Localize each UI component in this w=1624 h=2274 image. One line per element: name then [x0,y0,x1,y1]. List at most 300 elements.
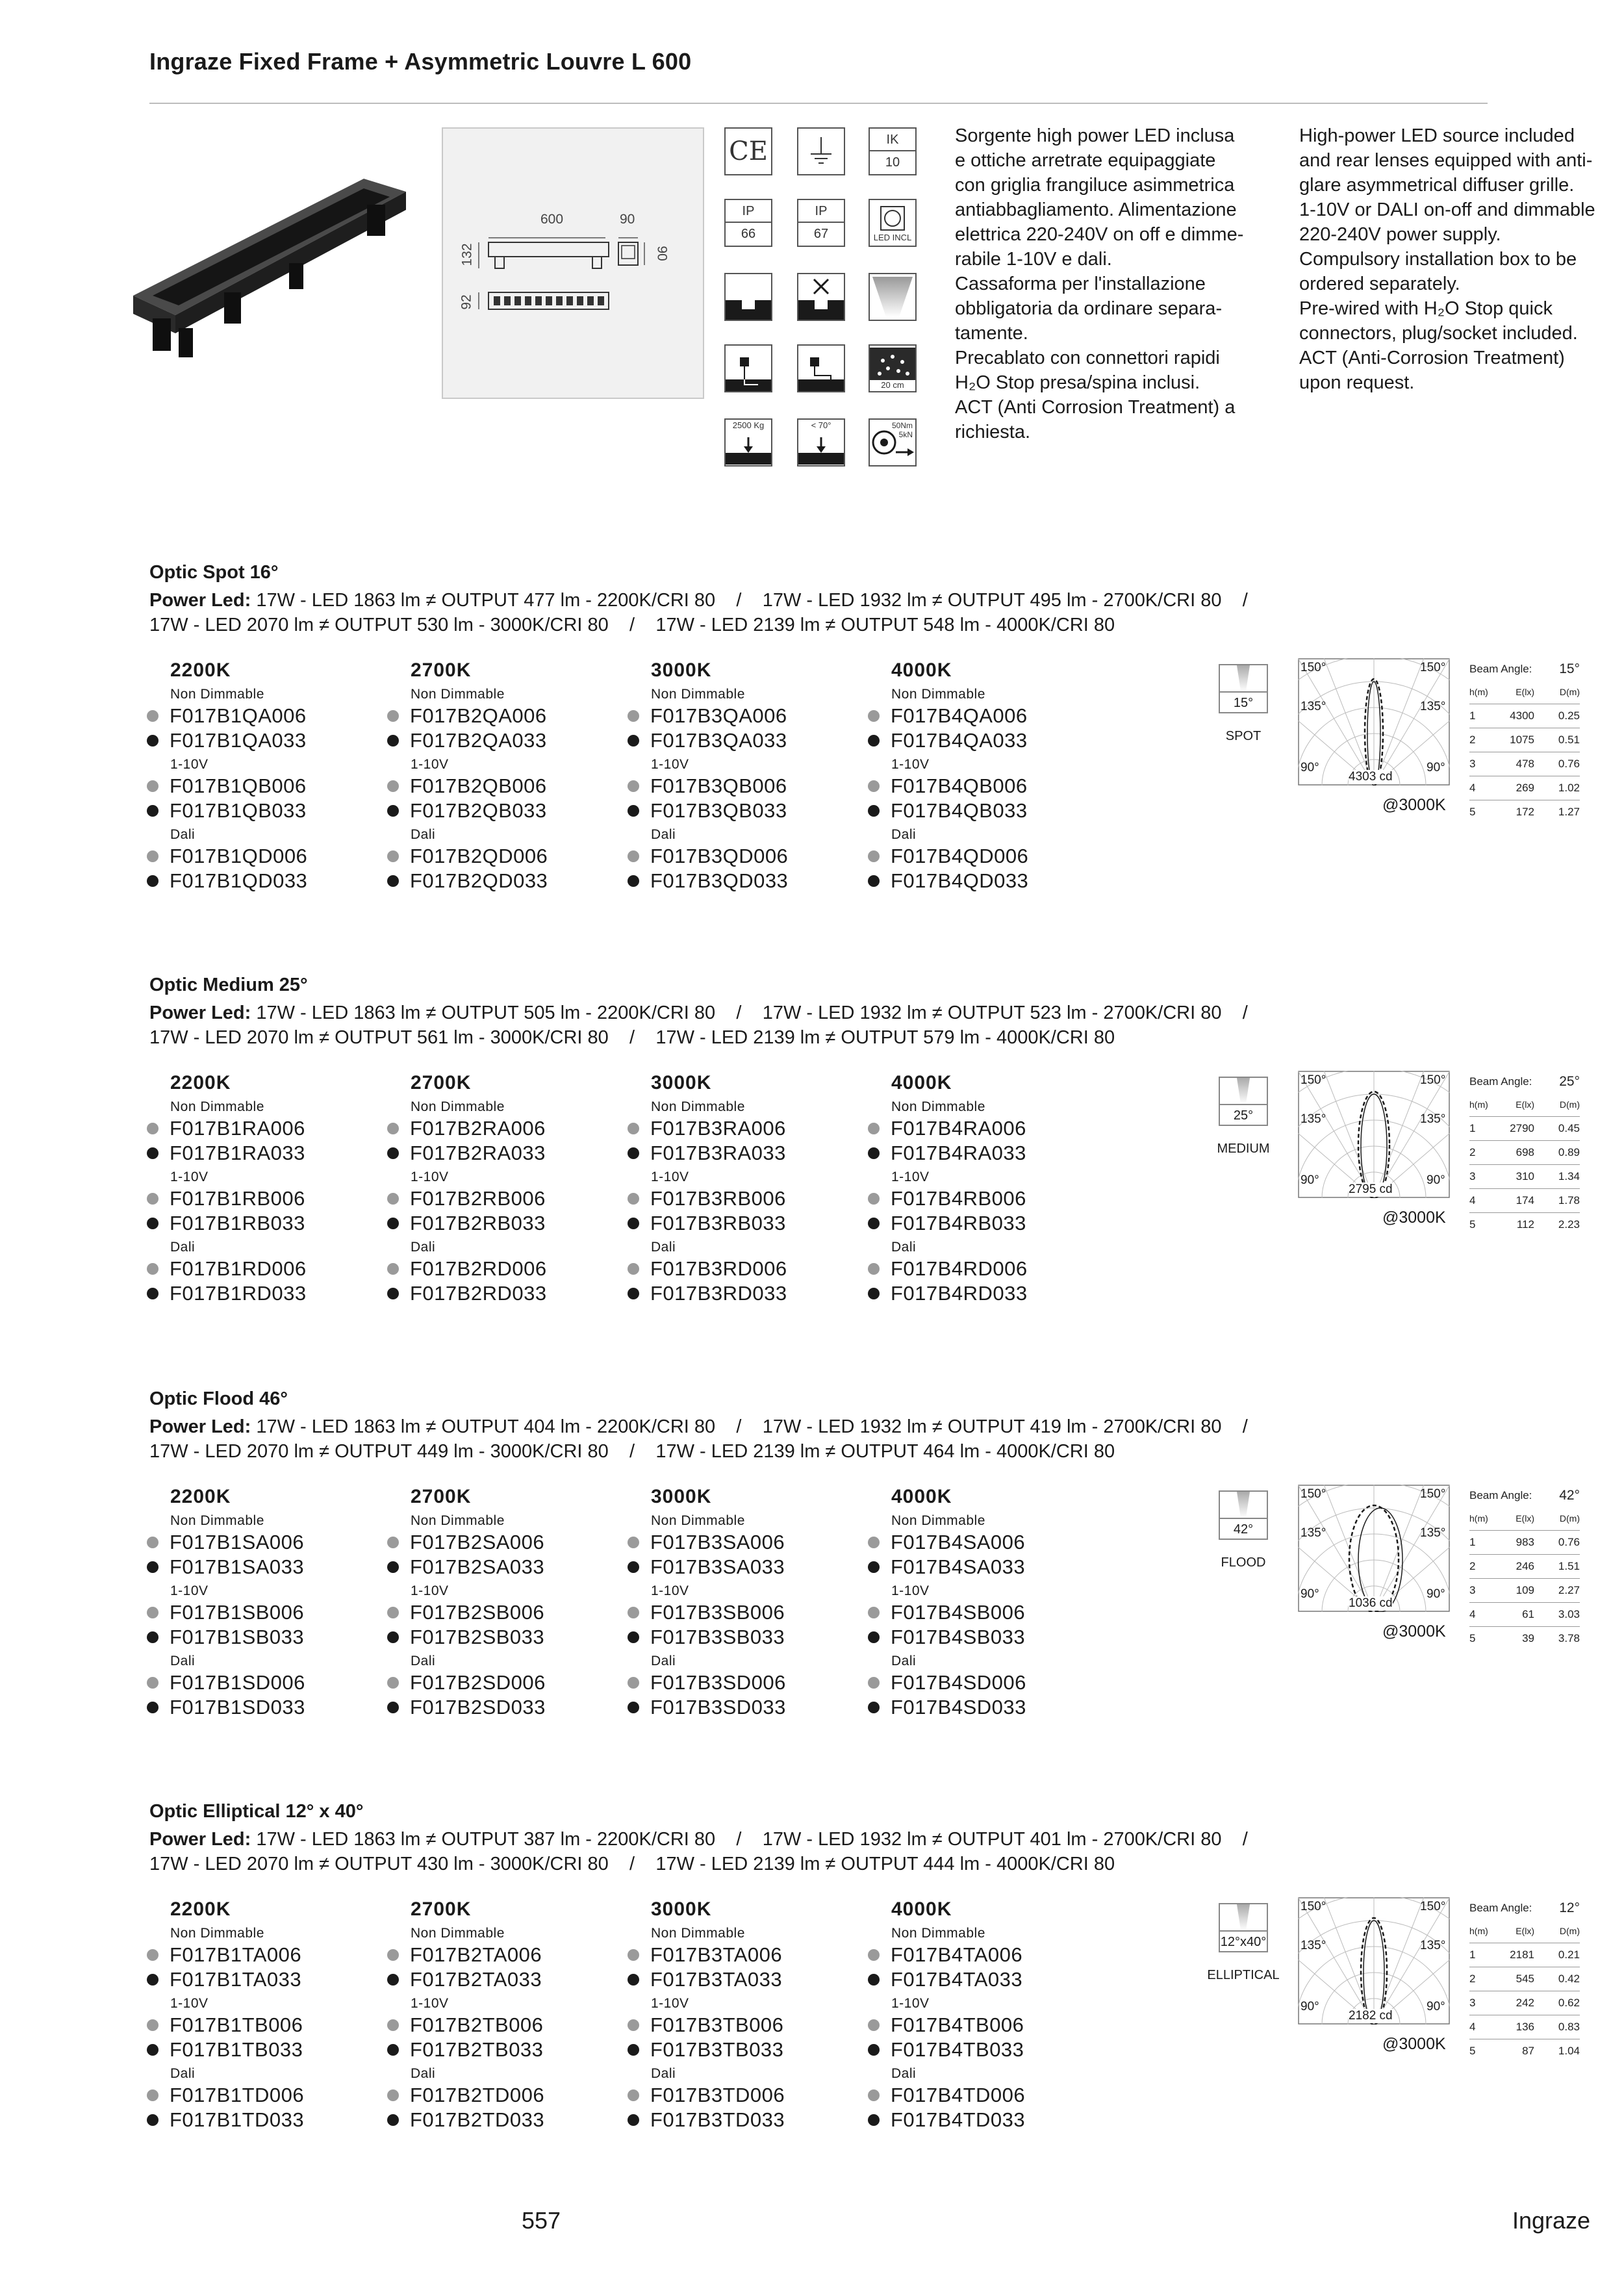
diameter-cell: 0.62 [1558,1997,1580,2009]
beam-table-title [1469,1071,1580,1093]
illuminance-cell: 246 [1516,1560,1534,1572]
beam-table [1469,1071,1580,1236]
dimming-label: Non Dimmable [651,1099,745,1114]
height-cell: 1 [1469,1948,1476,1961]
code-text: F017B2SA033 [410,1555,545,1578]
beam-type-label: FLOOD [1221,1555,1266,1570]
dimming-label: Dali [170,1240,196,1255]
product-code [868,1695,1102,1720]
code-text: F017B2SB006 [410,1601,545,1624]
height-cell: 3 [1469,758,1476,770]
code-column [147,659,381,893]
product-code [387,1257,621,1281]
header-h: h(m) [1469,1926,1488,1936]
product-code [868,1186,1102,1211]
product-code [147,1943,381,1967]
code-text: F017B3QA006 [650,704,787,727]
illuminance-cell: 39 [1522,1632,1534,1644]
black-finish-dot [868,735,880,747]
product-code [387,1555,621,1579]
black-finish-dot [147,1561,159,1573]
illuminance-cell: 310 [1516,1170,1534,1182]
power-led-line-1: 17W - LED 1863 lm ≠ OUTPUT 477 lm - 2200K/CRI 80 / 17W - LED 1932 lm ≠ OUTPUT 495 lm - 2700K/CRI 80 / [251,590,1248,611]
diameter-cell: 2.27 [1558,1584,1580,1596]
code-text: F017B3RB033 [650,1212,786,1234]
color-temperature: 3000K [651,659,712,681]
code-text: F017B3RD033 [650,1282,787,1305]
page-title: Ingraze Fixed Frame + Asymmetric Louvre L 600 [149,48,692,75]
polar-label-90-left: 90° [1300,2000,1319,2013]
power-led-label: Power Led: [149,1829,251,1850]
product-code [628,798,861,823]
black-finish-dot [147,1631,159,1643]
color-temperature: 4000K [891,1898,952,1920]
product-code [868,1670,1102,1695]
black-finish-dot [628,875,639,887]
color-temperature: 2200K [170,1898,231,1920]
code-text: F017B4QA033 [891,729,1028,752]
black-finish-dot [387,1561,399,1573]
code-text: F017B3RA033 [650,1142,786,1164]
header-h: h(m) [1469,1099,1488,1110]
product-code [628,1257,861,1281]
code-text: F017B3TA006 [650,1943,783,1966]
dimming-label: Non Dimmable [651,687,745,702]
no-cover-icon [797,273,845,321]
led-included-icon: LED INCL [869,199,917,247]
black-finish-dot [147,1702,159,1713]
grey-finish-dot [868,1607,880,1618]
height-cell: 4 [1469,1194,1476,1207]
beam-type-icon [1219,1490,1268,1540]
product-code [147,2083,381,2108]
illuminance-cell: 112 [1516,1218,1534,1231]
header-h: h(m) [1469,1513,1488,1524]
diameter-cell: 1.34 [1558,1170,1580,1182]
power-led-info [149,588,1501,637]
beam-table-header [1469,1507,1580,1531]
product-code [868,1943,1102,1967]
color-temp-reference: @3000K [1382,2035,1446,2053]
product-code [628,1211,861,1236]
code-text: F017B4TD006 [891,2084,1026,2106]
code-text: F017B3SB006 [650,1601,785,1624]
black-finish-dot [147,875,159,887]
beam-table-title [1469,658,1580,680]
black-finish-dot [868,1218,880,1229]
code-text: F017B1SD033 [170,1696,305,1718]
black-finish-dot [387,1147,399,1159]
polar-label-90-right: 90° [1427,2000,1445,2013]
product-code [628,1116,861,1141]
beam-table-title [1469,1485,1580,1507]
product-code [868,1211,1102,1236]
dimming-label: Dali [170,1654,196,1668]
black-finish-dot [868,1702,880,1713]
product-code [387,2038,621,2062]
product-code [147,1695,381,1720]
black-finish-dot [387,2114,399,2126]
table-row [1469,1141,1580,1165]
illuminance-cell: 545 [1516,1973,1534,1985]
product-code [147,1555,381,1579]
code-text: F017B2SD006 [410,1671,546,1694]
grey-finish-dot [147,710,159,722]
code-text: F017B1SB006 [170,1601,305,1624]
color-temp-reference: @3000K [1382,1622,1446,1641]
grey-finish-dot [628,1949,639,1961]
diameter-cell: 1.27 [1558,806,1580,818]
dimming-label: Non Dimmable [170,687,264,702]
ip66-icon: IP 66 [724,199,772,247]
dimming-label: Dali [891,2066,917,2081]
product-code [868,1600,1102,1625]
product-code [147,1670,381,1695]
illuminance-cell: 172 [1516,806,1534,818]
illuminance-cell: 136 [1516,2021,1534,2033]
illuminance-cell: 242 [1516,1997,1534,2009]
beam-type-icon [1219,1903,1268,1952]
product-code [387,798,621,823]
code-text: F017B1SA033 [170,1555,305,1578]
grey-finish-dot [628,1537,639,1548]
product-code [147,2108,381,2132]
header-h: h(m) [1469,687,1488,697]
black-finish-dot [387,805,399,817]
dimension-drawing [442,127,704,399]
power-led-line-2: 17W - LED 2070 lm ≠ OUTPUT 561 lm - 3000K/CRI 80 / 17W - LED 2139 lm ≠ OUTPUT 579 lm - 4000K/CRI 80 [149,1027,1115,1048]
product-code [868,2038,1102,2062]
black-finish-dot [628,735,639,747]
diameter-cell: 0.76 [1558,1536,1580,1548]
dimming-label: 1-10V [170,1996,209,2011]
brand-name: Ingraze [1512,2207,1591,2234]
product-code [387,1186,621,1211]
product-code [147,844,381,869]
product-code [628,2038,861,2062]
polar-label-150-right: 150° [1420,1900,1446,1913]
code-column [387,1486,621,1720]
dimming-label: 1-10V [651,1169,689,1184]
dimming-label: 1-10V [891,757,930,772]
beam-type-label: ELLIPTICAL [1207,1968,1280,1982]
code-text: F017B4TD033 [891,2108,1026,2131]
table-row [1469,1627,1580,1650]
beam-angle-value: 25° [1220,1104,1267,1126]
black-finish-dot [387,1974,399,1986]
product-code [387,1943,621,1967]
code-text: F017B4TB006 [891,2013,1024,2036]
beam-angle: 15° [1559,661,1580,676]
color-temperature: 2700K [411,1072,472,1093]
polar-label-135-left: 135° [1300,1939,1326,1952]
dimming-label: Non Dimmable [651,1926,745,1941]
black-finish-dot [147,1218,159,1229]
product-code [628,774,861,798]
grey-finish-dot [628,2019,639,2031]
code-text: F017B4SB006 [891,1601,1026,1624]
code-text: F017B4QB006 [891,774,1028,797]
table-row [1469,728,1580,752]
code-column [628,1486,861,1720]
code-text: F017B4RB006 [891,1187,1026,1210]
diameter-cell: 1.04 [1558,2045,1580,2057]
diameter-cell: 0.76 [1558,758,1580,770]
polar-label-90-left: 90° [1300,1173,1319,1187]
beam-table [1469,658,1580,824]
product-code [387,1967,621,1992]
height-cell: 1 [1469,709,1476,722]
height-cell: 4 [1469,2021,1476,2033]
polar-label-135-right: 135° [1420,1112,1446,1126]
code-text: F017B3SA033 [650,1555,785,1578]
code-text: F017B3TB006 [650,2013,784,2036]
code-text: F017B2RA006 [410,1117,546,1140]
beam-table-header [1469,1093,1580,1117]
height-cell: 3 [1469,1170,1476,1182]
power-led-info [149,1414,1501,1464]
code-text: F017B2RA033 [410,1142,546,1164]
code-column [868,1898,1102,2132]
table-row [1469,1213,1580,1236]
grey-finish-dot [387,1123,399,1134]
grey-finish-dot [628,1677,639,1689]
grey-finish-dot [628,710,639,722]
dimming-label: Non Dimmable [411,1513,505,1528]
polar-label-135-right: 135° [1420,700,1446,713]
black-finish-dot [868,2044,880,2056]
grey-finish-dot [628,850,639,862]
product-code [147,1625,381,1650]
grey-finish-dot [868,1193,880,1205]
beam-angle-caption: Beam Angle: [1469,1489,1532,1501]
grey-finish-dot [147,1263,159,1275]
code-column [868,659,1102,893]
code-text: F017B2SD033 [410,1696,546,1718]
beam-angle-caption: Beam Angle: [1469,1902,1532,1914]
product-code [387,844,621,869]
color-temperature: 2700K [411,1898,472,1920]
beam-table-header [1469,1919,1580,1943]
grey-finish-dot [628,2089,639,2101]
polar-label-150-left: 150° [1300,1073,1326,1087]
polar-label-90-left: 90° [1300,761,1319,774]
dimming-label: Non Dimmable [170,1099,264,1114]
dim-length: 600 [540,212,564,227]
black-finish-dot [387,1218,399,1229]
section-title: Optic Medium 25° [149,975,308,995]
candela-value: 2795 cd [1349,1182,1393,1196]
color-temperature: 4000K [891,1072,952,1093]
code-text: F017B2RB033 [410,1212,546,1234]
angle-icon: < 70° [797,418,845,466]
code-text: F017B1SD006 [170,1671,305,1694]
candela-value: 4303 cd [1349,770,1393,784]
product-code [387,1211,621,1236]
grey-finish-dot [147,2089,159,2101]
code-text: F017B4RA033 [891,1142,1026,1164]
product-code [387,1600,621,1625]
color-temperature: 4000K [891,659,952,681]
dimming-label: Dali [651,2066,676,2081]
polar-label-135-left: 135° [1300,1112,1326,1126]
code-text: F017B4QD006 [891,845,1029,867]
product-code [868,774,1102,798]
dimming-label: Dali [411,1654,436,1668]
product-code [868,1530,1102,1555]
dimming-label: 1-10V [411,1996,449,2011]
product-code [628,1625,861,1650]
dimming-label: Dali [651,1240,676,1255]
beam-table [1469,1485,1580,1650]
dimming-label: Non Dimmable [891,687,985,702]
polar-label-150-right: 150° [1420,1487,1446,1501]
code-text: F017B4TA033 [891,1968,1023,1991]
product-code [147,1116,381,1141]
dimming-label: Dali [170,2066,196,2081]
table-row [1469,1189,1580,1213]
black-finish-dot [628,1702,639,1713]
grey-finish-dot [628,1123,639,1134]
polar-label-150-left: 150° [1300,1900,1326,1913]
grey-finish-dot [147,1949,159,1961]
dimming-label: Dali [891,827,917,842]
color-temperature: 2700K [411,659,472,681]
dimming-label: 1-10V [411,1169,449,1184]
product-code [147,1211,381,1236]
code-text: F017B1QD006 [170,845,308,867]
header-d: D(m) [1559,687,1580,697]
table-row [1469,1579,1580,1603]
product-code [147,798,381,823]
dimming-label: Dali [411,827,436,842]
code-text: F017B1RB033 [170,1212,305,1234]
grey-finish-dot [147,1193,159,1205]
code-text: F017B1TA033 [170,1968,302,1991]
dimming-label: Dali [651,827,676,842]
power-led-line-2: 17W - LED 2070 lm ≠ OUTPUT 430 lm - 3000K/CRI 80 / 17W - LED 2139 lm ≠ OUTPUT 444 lm - 4000K/CRI 80 [149,1854,1115,1874]
code-text: F017B2QD033 [410,869,548,892]
code-text: F017B2RD033 [410,1282,547,1305]
product-code [628,704,861,728]
description-english: High-power LED source included and rear lenses equipped with anti- glare asymmetrical diffuser grille. 1-10V or DALI on-off and dimmable 220-240V power supply. Compulsory installation box to be ordered separately. Pre-wired with H₂O Stop quick connectors, plug/socket included. ACT (Anti-Corrosion Treatment) upon request. [1299,125,1595,393]
dimming-label: 1-10V [891,1996,930,2011]
product-code [868,2083,1102,2108]
black-finish-dot [628,1631,639,1643]
color-temp-reference: @3000K [1382,1208,1446,1227]
grey-finish-dot [387,2089,399,2101]
product-code [868,704,1102,728]
grey-finish-dot [628,1263,639,1275]
height-cell: 2 [1469,1973,1476,1985]
dimming-label: Dali [411,1240,436,1255]
product-code [628,1670,861,1695]
product-code [628,1600,861,1625]
code-text: F017B3QB033 [650,799,787,822]
section-title: Optic Flood 46° [149,1388,288,1409]
diameter-cell: 0.89 [1558,1146,1580,1158]
code-column [147,1072,381,1306]
dimming-label: Non Dimmable [891,1513,985,1528]
height-cell: 3 [1469,1997,1476,2009]
code-column [147,1486,381,1720]
product-code [147,1186,381,1211]
illuminance-cell: 478 [1516,758,1534,770]
dimming-label: Dali [411,2066,436,2081]
product-code [868,1141,1102,1166]
polar-label-90-right: 90° [1427,1173,1445,1187]
black-finish-dot [147,1974,159,1986]
code-text: F017B4SD006 [891,1671,1026,1694]
code-text: F017B3TA033 [650,1968,783,1991]
polar-label-135-left: 135° [1300,1526,1326,1540]
product-code [868,1625,1102,1650]
code-column [628,1072,861,1306]
table-row [1469,1603,1580,1627]
table-row [1469,752,1580,776]
grey-finish-dot [868,1677,880,1689]
beam-angle: 25° [1559,1074,1580,1089]
black-finish-dot [868,2114,880,2126]
black-finish-dot [628,2114,639,2126]
product-code [868,1967,1102,1992]
beam-angle-caption: Beam Angle: [1469,663,1532,675]
product-code [147,1141,381,1166]
illuminance-cell: 2790 [1510,1122,1534,1134]
beam-type-label: MEDIUM [1217,1142,1270,1156]
grey-finish-dot [387,1949,399,1961]
dim-height: 132 [459,243,475,266]
illuminance-cell: 1075 [1510,734,1534,746]
drawing-svg [443,129,703,398]
grey-finish-dot [387,710,399,722]
code-text: F017B1RD033 [170,1282,307,1305]
code-text: F017B1QA006 [170,704,307,727]
product-code [387,2013,621,2038]
product-code [628,2108,861,2132]
code-text: F017B4QD033 [891,869,1029,892]
dimming-label: 1-10V [170,757,209,772]
polar-label-150-right: 150° [1420,661,1446,674]
product-code [387,1281,621,1306]
wired-floor-icon-2 [797,344,845,392]
dimming-label: 1-10V [411,757,449,772]
code-column [387,1898,621,2132]
code-text: F017B2QA033 [410,729,547,752]
power-led-line-2: 17W - LED 2070 lm ≠ OUTPUT 530 lm - 3000K/CRI 80 / 17W - LED 2139 lm ≠ OUTPUT 548 lm - 4000K/CRI 80 [149,615,1115,635]
code-text: F017B3RB006 [650,1187,786,1210]
product-code [147,1257,381,1281]
table-row [1469,1117,1580,1141]
grey-finish-dot [387,850,399,862]
code-text: F017B1QA033 [170,729,307,752]
product-code [387,1141,621,1166]
code-text: F017B3RD006 [650,1257,787,1280]
code-column [868,1072,1102,1306]
grey-finish-dot [387,1263,399,1275]
ground-icon [797,127,845,175]
code-text: F017B4RB033 [891,1212,1026,1234]
product-code [628,1943,861,1967]
table-row [1469,2039,1580,2063]
product-code [868,728,1102,753]
header-d: D(m) [1559,1926,1580,1936]
black-finish-dot [868,1147,880,1159]
black-finish-dot [147,2044,159,2056]
grey-finish-dot [868,1537,880,1548]
product-code [628,1141,861,1166]
black-finish-dot [387,1288,399,1299]
